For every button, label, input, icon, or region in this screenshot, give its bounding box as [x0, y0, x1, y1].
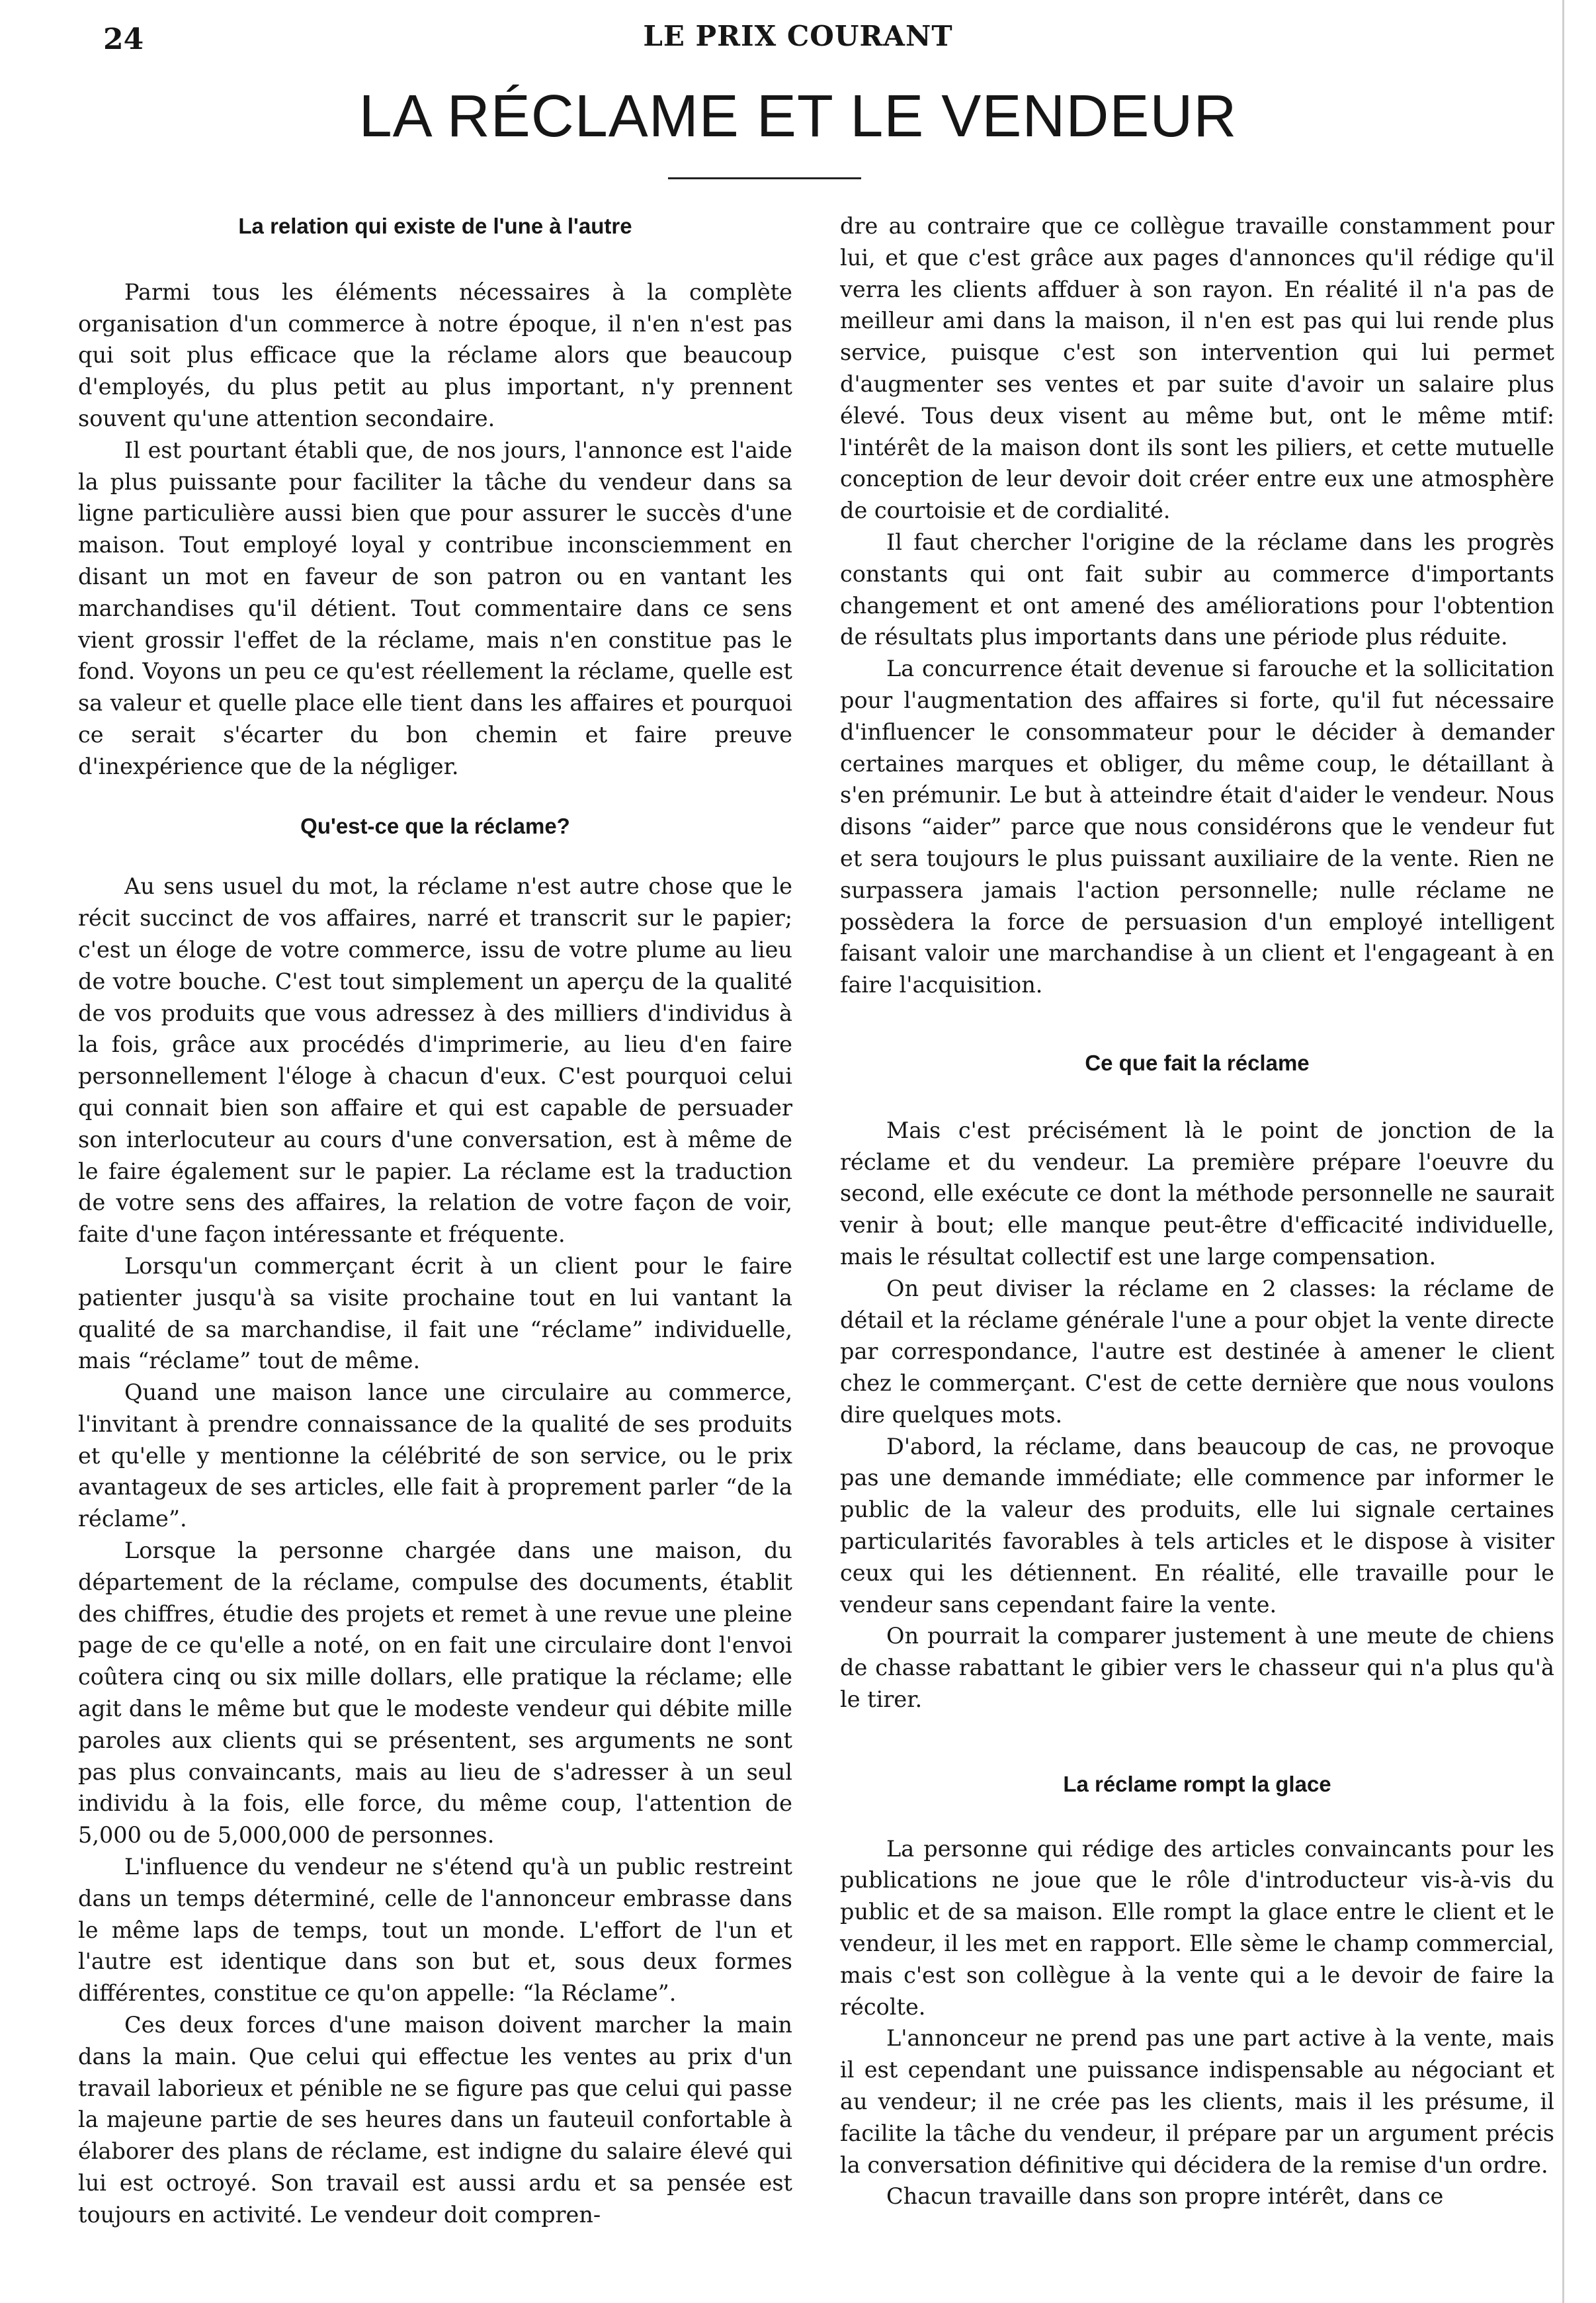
paragraph: Parmi tous les éléments nécessaires à la complète organisation d'un commerce à notre époque, il n'en n'est pas qui soit plus efficace que la réclame alors que beaucoup d'employés, du plus petit au plus important, n'y prennent souvent qu'une attention secondaire.	[78, 279, 792, 431]
paragraph: Il est pourtant établi que, de nos jours, l'annonce est l'aide la plus puissante pour faciliter la tâche du vendeur dans sa ligne particulière aussi bien que pour assurer le succès d'une maison. Tout employé loyal y contribue inconsciemment en disant un mot en faveur de son patron ou en vantant les marchandises qu'il détient. Tout commentaire dans ce sens vient grossir l'effet de la réclame, mais n'en constitue pas le fond. Voyons un peu ce qu'est réellement la réclame, quelle est sa valeur et quelle place elle tient dans les affaires et pourquoi ce serait s'écarter du bon chemin et faire preuve d'inexpérience que de la négliger.	[78, 437, 792, 779]
paragraph: La concurrence était devenue si farouche et la sollicitation pour l'augmentation des affaires si forte, qu'il fut nécessaire d'influencer le consommateur pour le décider à demander certaines marques et obliger, du même coup, le détaillant à s'en prémunir. Le but à atteindre était d'aider le vendeur. Nous disons “aider” parce que nous considérons que le vendeur fut et sera toujours le plus puissant auxiliaire de la vente. Rien ne surpassera jamais l'action personnelle; nulle réclame ne possèdera la force de persuasion d'un employé intelligent faisant valoir une marchandise à un client et l'engageant à en faire l'acquisition.	[840, 656, 1554, 998]
section-heading: La réclame rompt la glace	[1063, 1771, 1331, 1796]
paragraph: La personne qui rédige des articles convaincants pour les publications ne joue que le rôle d'introducteur vis-à-vis du public et de sa maison. Elle rompt la glace entre le client et le vendeur, il les met en rapport. Elle sème le champ commercial, mais c'est son collègue à la vente qui a le devoir de faire la récolte.	[840, 1835, 1554, 2020]
paragraph: On peut diviser la réclame en 2 classes: la réclame de détail et la réclame générale l'une a pour objet la vente directe par correspondance, l'autre est destinée à amener le client chez le commerçant. C'est de cette dernière que nous voulons dire quelques mots.	[840, 1275, 1554, 1428]
section-heading: La relation qui existe de l'une à l'autre	[238, 214, 632, 238]
section-heading: Ce que fait la réclame	[1085, 1050, 1310, 1075]
paragraph: Lorsque la personne chargée dans une maison, du département de la réclame, compulse des documents, établit des chiffres, étudie des projets et remet à une revue une pleine page de ce qu'elle a noté, on en fait une circulaire dont l'envoi coûtera cinq ou six mille dollars, elle pratique la réclame; elle agit dans le même but que le modeste vendeur qui débite mille paroles aux clients qui se présentent, ses arguments ne sont pas plus convaincants, mais au lieu de s'adresser à un seul individu à la fois, elle force, du même coup, l'attention de 5,000 ou de 5,000,000 de personnes.	[78, 1538, 792, 1848]
title-rule	[668, 177, 861, 179]
paragraph: Mais c'est précisément là le point de jonction de la réclame et du vendeur. La première prépare l'oeuvre du second, elle exécute ce dont la méthode personnelle ne saurait venir à bout; elle manque peut-être d'efficacité individuelle, mais le résultat collectif est une large compensation.	[840, 1117, 1554, 1270]
paragraph: D'abord, la réclame, dans beaucoup de cas, ne provoque pas une demande immédiate; elle commence par informer le public de la valeur des produits, elle lui signale certaines particularités favorables à tels articles et le dispose à visiter ceux qui les détiennent. En réalité, elle travaille pour le vendeur sans cependant faire la vente.	[840, 1433, 1554, 1618]
paragraph: Lorsqu'un commerçant écrit à un client pour le faire patienter jusqu'à sa visite prochaine tout en lui vantant la qualité de sa marchandise, il fait une “réclame” individuelle, mais “réclame” tout de même.	[78, 1252, 792, 1374]
paragraph: Il faut chercher l'origine de la réclame dans les progrès constants qui ont fait subir au commerce d'importants changement et ont amené des améliorations pour l'obtention de résultats plus importants dans une période plus réduite.	[840, 529, 1554, 650]
left-column	[78, 210, 792, 2231]
paragraph: L'influence du vendeur ne s'étend qu'à un public restreint dans un temps déterminé, celle de l'annonceur embrasse dans le même laps de temps, tout un monde. L'effort de l'un et l'autre est identique dans son but et, sous deux formes différentes, constitue ce qu'on appelle: “la Réclame”.	[78, 1854, 792, 2007]
paragraph: L'annonceur ne prend pas une part active à la vente, mais il est cependant une puissance indispensable au négociant et au vendeur; il ne crée pas les clients, mais il les présume, il facilite la tâche du vendeur, il prépare par un argument précis la conversation définitive qui décidera de la remise d'un ordre.	[840, 2025, 1554, 2178]
article-title: LA RÉCLAME ET LE VENDEUR	[358, 83, 1238, 150]
right-column	[840, 210, 1554, 2212]
page-edge	[1562, 0, 1564, 2303]
paragraph: Au sens usuel du mot, la réclame n'est autre chose que le récit succinct de vos affaires, narré et transcrit sur le papier; c'est un éloge de votre commerce, issu de votre plume au lieu de votre bouche. C'est tout simplement un aperçu de la qualité de vos produits que vous adressez à des milliers d'individus à la fois, grâce aux procédés d'imprimerie, au lieu d'en faire personnellement l'éloge à chacun d'eux. C'est pourquoi celui qui connait bien son affaire et qui est capable de persuader son interlocuteur au cours d'une conversation, est à même de le faire également sur le papier. La réclame est la traduction de votre sens des affaires, la relation de votre façon de voir, faite d'une façon intéressante et fréquente.	[78, 873, 792, 1248]
paragraph: Quand une maison lance une circulaire au commerce, l'invitant à prendre connaissance de la qualité de ses produits et qu'elle y mentionne la célébrité de son service, ou le prix avantageux de ses articles, elle fait à proprement parler “de la réclame”.	[78, 1379, 792, 1532]
paragraph: dre au contraire que ce collègue travaille constamment pour lui, et que c'est grâce aux pages d'annonces qu'il rédige qu'il verra les clients affduer à son rayon. En réalité il n'a pas de meilleur ami dans la maison, il n'en est pas qui lui rende plus service, puisque c'est son intervention qui lui permet d'augmenter ses ventes et par suite d'avoir un salaire plus élevé. Tous deux visent au même but, ont le même mtif: l'intérêt de la maison dont ils sont les piliers, et cette mutuelle conception de leur devoir doit créer entre eux une atmosphère de courtoisie et de cordialité.	[840, 213, 1554, 524]
page-number: 24	[103, 22, 144, 56]
paragraph: On pourrait la comparer justement à une meute de chiens de chasse rabattant le gibier vers le chasseur qui n'a plus qu'à le tirer.	[840, 1623, 1554, 1713]
section-heading: Qu'est-ce que la réclame?	[300, 813, 570, 838]
running-head: LE PRIX COURANT	[643, 20, 953, 52]
paragraph: Ces deux forces d'une maison doivent marcher la main dans la main. Que celui qui effectue les ventes au prix d'un travail laborieux et pénible ne se figure pas que celui qui passe la majeune partie de ses heures dans un fauteuil confortable à élaborer des plans de réclame, est indigne du salaire élevé qui lui est octroyé. Son travail est aussi ardu et sa pensée est toujours en activité. Le vendeur doit compren-	[78, 2012, 792, 2228]
paragraph: Chacun travaille dans son propre intérêt, dans ce	[886, 2183, 1444, 2210]
